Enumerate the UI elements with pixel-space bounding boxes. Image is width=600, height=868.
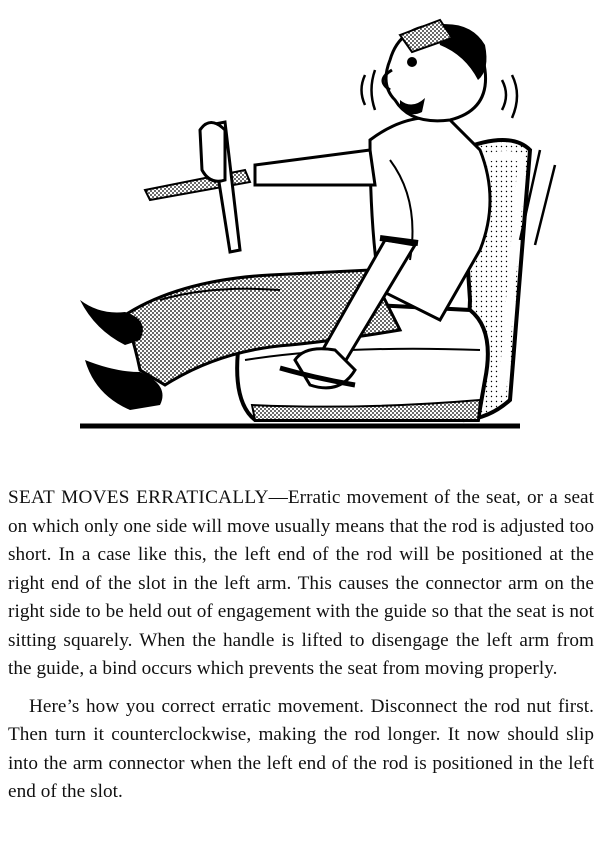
arm-forward: [255, 150, 375, 185]
body-text: [8, 484, 594, 807]
paragraph-1-text: —Erratic movement of the seat, or a seat on which only one side will move usually means that the rod is adjusted too short. In a case like this, the left end of the rod will be positioned at the right end of the slot in the left arm. This causes the connector arm on the right side to be held out of engagement with the guide so that the seat is not sitting squarely. When the handle is lifted to disengage the left arm from the guide, a bind occurs which prevents the seat from moving properly.: [8, 487, 594, 679]
cartoon-illustration: [40, 0, 580, 440]
shoe-upper: [80, 300, 143, 345]
paragraph-erratic-seat: [8, 484, 594, 684]
eye: [407, 57, 417, 67]
paragraph-correction: Here’s how you correct erratic movement. Disconnect the rod nut first. Then turn it counterclockwise, making the rod longer. It now should slip into the arm connector when the left end of the rod is positioned in the left end of the slot.: [8, 695, 594, 802]
hand: [200, 123, 225, 182]
section-heading: SEAT MOVES ERRATICALLY: [8, 487, 269, 508]
